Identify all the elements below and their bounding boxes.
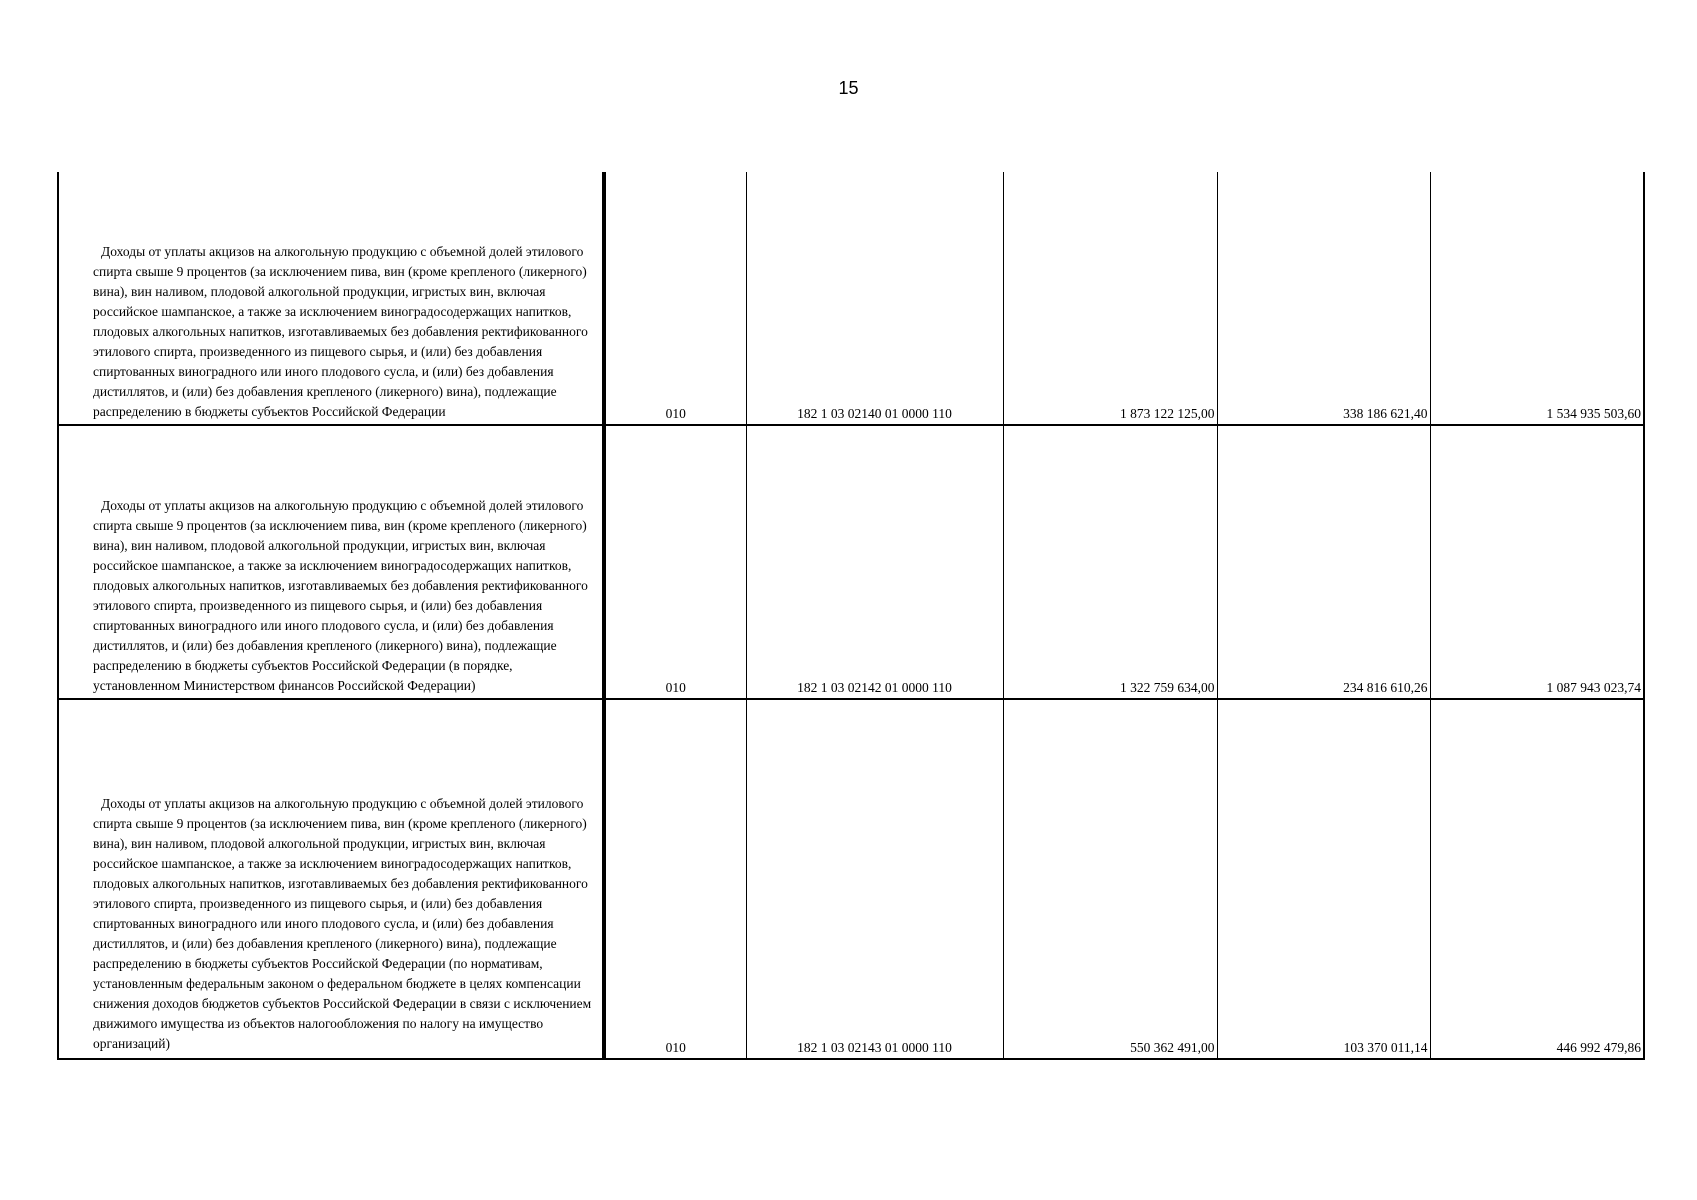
revenue-name-cell (58, 425, 604, 699)
revenue-table (57, 172, 1645, 1060)
line-code-cell: 010 (604, 425, 746, 699)
budget-code-cell: 182 1 03 02142 01 0000 110 (746, 425, 1003, 699)
line-code-cell: 010 (604, 172, 746, 425)
budget-code-cell: 182 1 03 02143 01 0000 110 (746, 699, 1003, 1059)
revenue-name: Доходы от уплаты акцизов на алкогольную продукцию с объемной долей этилового спирта свыше 9 процентов (за исключением пива, вин (кроме крепленого (ликерного) вина), вин наливом, плодовой алкогольной продукции, игристых вин, включая российское шампанское, а также за исключением виноградосодержащих напитков, плодовых алкогольных напитков, изготавливаемых без добавления ректификованного этилового спирта, произведенного из пищевого сырья, и (или) без добавления спиртованных виноградного или иного плодового сусла, и (или) без добавления дистиллятов, и (или) без добавления крепленого (ликерного) вина), подлежащие распределению в бюджеты субъектов Российской Федерации (в порядке, установленном Министерством финансов Российской Федерации) (93, 498, 588, 693)
revenue-name-cell (58, 172, 604, 425)
approved-amount-cell: 1 322 759 634,00 (1003, 425, 1217, 699)
revenue-name: Доходы от уплаты акцизов на алкогольную продукцию с объемной долей этилового спирта свыше 9 процентов (за исключением пива, вин (кроме крепленого (ликерного) вина), вин наливом, плодовой алкогольной продукции, игристых вин, включая российское шампанское, а также за исключением виноградосодержащих напитков, плодовых алкогольных напитков, изготавливаемых без добавления ректификованного этилового спирта, произведенного из пищевого сырья, и (или) без добавления спиртованных виноградного или иного плодового сусла, и (или) без добавления дистиллятов, и (или) без добавления крепленого (ликерного) вина), подлежащие распределению в бюджеты субъектов Российской Федерации (по нормативам, установленным федеральным законом о федеральном бюджете в целях компенсации снижения доходов бюджетов субъектов Российской Федерации в связи с исключением движимого имущества из объектов налогообложения по налогу на имущество организаций) (93, 796, 592, 1051)
unexecuted-amount-cell: 1 534 935 503,60 (1430, 172, 1644, 425)
page-number: 15 (838, 78, 859, 98)
unexecuted-amount-cell: 446 992 479,86 (1430, 699, 1644, 1059)
revenue-name-cell (58, 699, 604, 1059)
executed-amount-cell: 338 186 621,40 (1217, 172, 1430, 425)
executed-amount-cell: 234 816 610,26 (1217, 425, 1430, 699)
revenue-name: Доходы от уплаты акцизов на алкогольную продукцию с объемной долей этилового спирта свыше 9 процентов (за исключением пива, вин (кроме крепленого (ликерного) вина), вин наливом, плодовой алкогольной продукции, игристых вин, включая российское шампанское, а также за исключением виноградосодержащих напитков, плодовых алкогольных напитков, изготавливаемых без добавления ректификованного этилового спирта, произведенного из пищевого сырья, и (или) без добавления спиртованных виноградного или иного плодового сусла, и (или) без добавления дистиллятов, и (или) без добавления крепленого (ликерного) вина), подлежащие распределению в бюджеты субъектов Российской Федерации (93, 244, 588, 419)
budget-code-cell: 182 1 03 02140 01 0000 110 (746, 172, 1003, 425)
table-row (58, 425, 1644, 699)
approved-amount-cell: 550 362 491,00 (1003, 699, 1217, 1059)
unexecuted-amount-cell: 1 087 943 023,74 (1430, 425, 1644, 699)
executed-amount-cell: 103 370 011,14 (1217, 699, 1430, 1059)
line-code-cell: 010 (604, 699, 746, 1059)
table-row (58, 699, 1644, 1059)
approved-amount-cell: 1 873 122 125,00 (1003, 172, 1217, 425)
table-row (58, 172, 1644, 425)
